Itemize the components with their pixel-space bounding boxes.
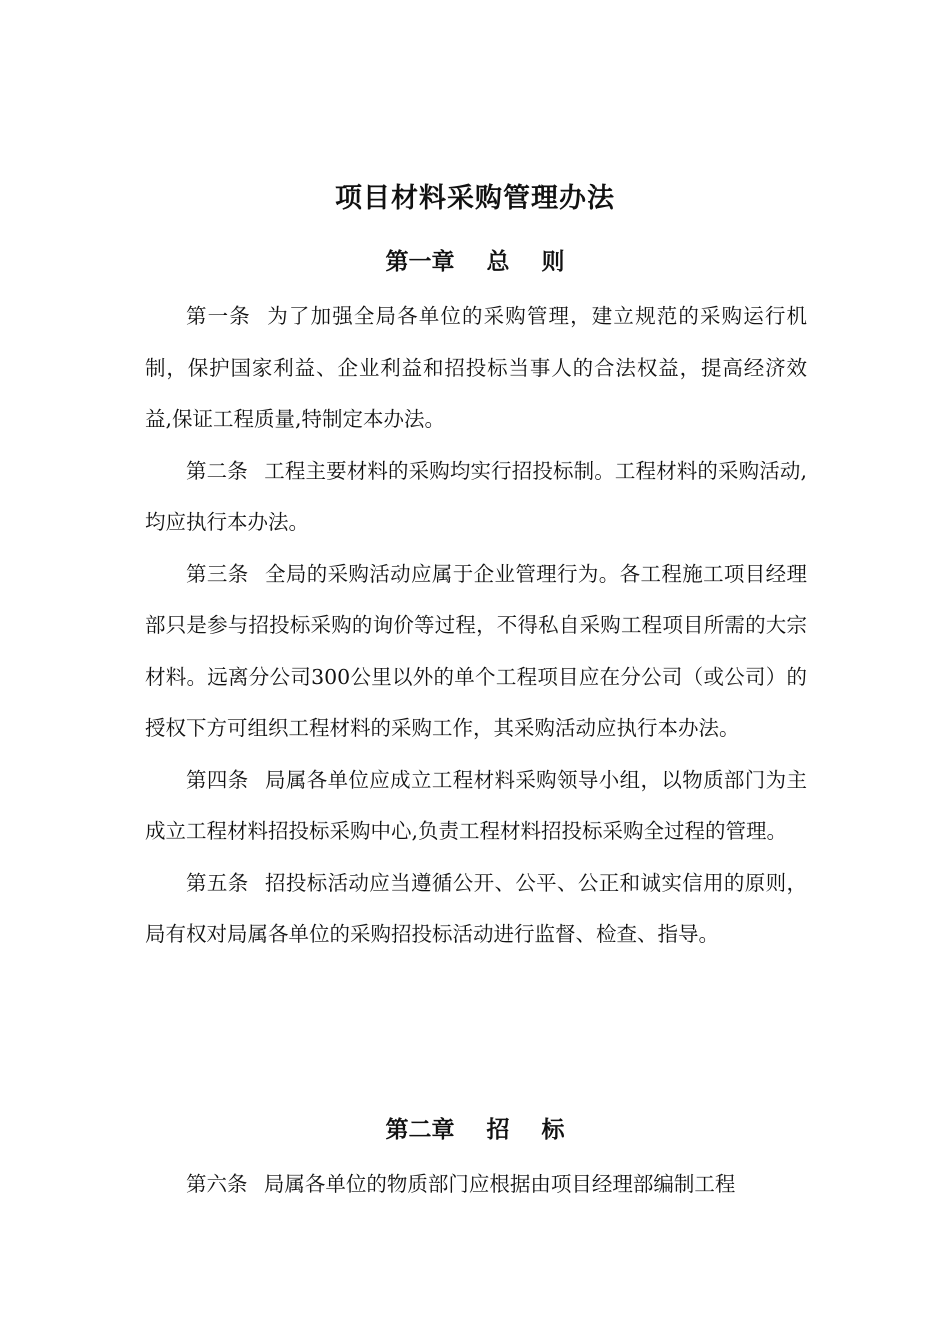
article [145,1159,807,1211]
article-number: 第二条 [186,458,248,483]
article-number: 第三条 [186,561,249,586]
article [145,549,807,755]
article-text: 局属各单位应成立工程材料采购领导小组，以物质部门为主成立工程材料招投标采购中心,负责工程材料招投标采购全过程的管理。 [145,767,808,843]
article-number: 第五条 [186,870,249,895]
article-number: 第四条 [186,767,249,792]
document-title: 项目材料采购管理办法 [335,183,615,214]
article [145,291,807,446]
article [145,755,807,858]
article-text: 招投标活动应当遵循公开、公平、公正和诚实信用的原则，局有权对局属各单位的采购招投标活动进行监督、检查、指导。 [145,870,808,946]
chapter-body [145,1159,807,1211]
article-text: 为了加强全局各单位的采购管理，建立规范的采购运行机制，保护国家利益、企业利益和招投标当事人的合法权益，提高经济效益,保证工程质量,特制定本办法。 [145,304,808,431]
article-number: 第六条 [186,1172,248,1196]
article [145,858,807,961]
article-text: 全局的采购活动应属于企业管理行为。各工程施工项目经理部只是参与招投标采购的询价等过程，不得私自采购工程项目所需的大宗材料。远离分公司300公里以外的单个工程项目应在分公司（或公司）的授权下方可组织工程材料的采购工作，其采购活动应执行本办法。 [145,561,808,740]
article [145,446,807,549]
chapter-heading: 第一章 总 则 [385,249,565,275]
article-text: 工程主要材料的采购均实行招投标制。工程材料的采购活动,均应执行本办法。 [145,458,808,534]
article-number: 第一条 [186,304,251,328]
chapter-heading: 第二章 招 标 [385,1117,565,1143]
chapter-body [145,291,807,961]
article-text: 局属各单位的物质部门应根据由项目经理部编制工程 [263,1172,736,1196]
